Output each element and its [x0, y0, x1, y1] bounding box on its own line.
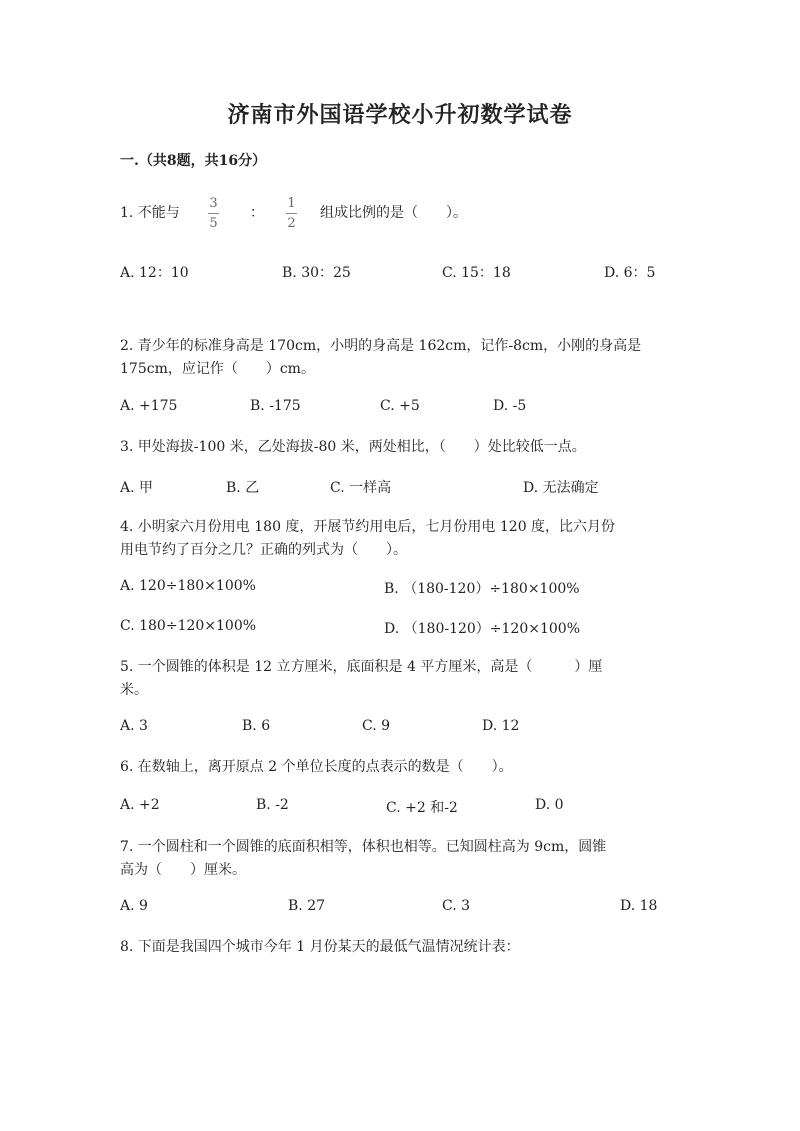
page-title: 济南市外国语学校小升初数学试卷: [227, 102, 573, 128]
q8-line-1: 8. 下面是我国四个城市今年 1 月份某天的最低气温情况统计表：: [120, 939, 520, 955]
q7-line-2: 高为（ ）厘米。: [120, 862, 246, 878]
q2-option-a[interactable]: A. +175: [120, 398, 178, 414]
q5-option-b[interactable]: B. 6: [242, 718, 271, 734]
q2-line-2: 175cm，应记作（ ）cm。: [120, 361, 315, 377]
q1-option-d[interactable]: D. 6：5: [604, 265, 656, 281]
q4-option-a[interactable]: A. 120÷180×100%: [120, 578, 256, 594]
q1-fraction-2: [286, 196, 297, 231]
q1-fraction-1: [208, 196, 219, 231]
question-6: [120, 756, 682, 779]
q7-line-1: 7. 一个圆柱和一个圆锥的底面积相等，体积也相等。已知圆柱高为 9cm，圆锥: [120, 839, 607, 855]
q3-option-c[interactable]: C. 一样高: [330, 480, 392, 496]
q4-line-1: 4. 小明家六月份用电 180 度，开展节约用电后，七月份用电 120 度，比六月份: [120, 519, 616, 535]
q1-fraction-1-bar: [208, 213, 219, 214]
q7-option-b[interactable]: B. 27: [288, 898, 326, 914]
q1-colon: ：: [250, 205, 264, 221]
question-2: [120, 335, 682, 381]
q6-option-c[interactable]: C. +2 和-2: [386, 800, 458, 816]
q4-option-d[interactable]: D. （180-120）÷120×100%: [384, 621, 581, 637]
q7-option-d[interactable]: D. 18: [620, 898, 658, 914]
question-7: [120, 836, 682, 882]
question-3: [120, 436, 682, 459]
q1-suffix: 组成比例的是（ ）。: [320, 205, 467, 221]
q3-option-d[interactable]: D. 无法确定: [523, 480, 599, 496]
q5-option-c[interactable]: C. 9: [362, 718, 391, 734]
q7-option-a[interactable]: A. 9: [120, 898, 148, 914]
q6-option-b[interactable]: B. -2: [256, 797, 289, 813]
q3-option-a[interactable]: A. 甲: [120, 480, 154, 496]
q2-line-1: 2. 青少年的标准身高是 170cm，小明的身高是 162cm，记作-8cm，小刚的身高是: [120, 338, 642, 354]
q1-option-c[interactable]: C. 15：18: [442, 265, 511, 281]
q2-option-c[interactable]: C. +5: [380, 398, 420, 414]
q1-option-b[interactable]: B. 30：25: [282, 265, 351, 281]
question-5: [120, 656, 682, 702]
q4-line-2: 用电节约了百分之几？正确的列式为（ ）。: [120, 542, 407, 558]
q5-option-d[interactable]: D. 12: [482, 718, 520, 734]
q2-option-d[interactable]: D. -5: [493, 398, 527, 414]
q1-prefix: 1. 不能与: [120, 205, 180, 221]
q1-fraction-1-denominator: 5: [209, 216, 218, 231]
q2-option-b[interactable]: B. -175: [250, 398, 301, 414]
q3-line-1: 3. 甲处海拔-100 米，乙处海拔-80 米，两处相比，（ ）处比较低一点。: [120, 439, 586, 455]
q6-option-a[interactable]: A. +2: [120, 797, 160, 813]
q1-fraction-1-numerator: 3: [209, 196, 218, 211]
q1-fraction-2-bar: [286, 213, 297, 214]
q5-line-2: 米。: [120, 682, 148, 698]
q6-line-1: 6. 在数轴上，离开原点 2 个单位长度的点表示的数是（ ）。: [120, 759, 513, 775]
q1-fraction-2-numerator: 1: [287, 196, 296, 211]
q4-option-c[interactable]: C. 180÷120×100%: [120, 618, 257, 634]
question-8: [120, 936, 682, 959]
q6-option-d[interactable]: D. 0: [535, 797, 564, 813]
question-4: [120, 516, 682, 562]
q7-option-c[interactable]: C. 3: [442, 898, 471, 914]
q5-option-a[interactable]: A. 3: [120, 718, 148, 734]
q1-option-a[interactable]: A. 12：10: [120, 265, 189, 281]
q1-fraction-2-denominator: 2: [287, 216, 296, 231]
q3-option-b[interactable]: B. 乙: [226, 480, 260, 496]
q4-option-b[interactable]: B. （180-120）÷180×100%: [384, 581, 580, 597]
q5-line-1: 5. 一个圆锥的体积是 12 立方厘米，底面积是 4 平方厘米，高是（ ）厘: [120, 659, 603, 675]
section-header: 一.（共8题，共16分）: [120, 153, 267, 169]
